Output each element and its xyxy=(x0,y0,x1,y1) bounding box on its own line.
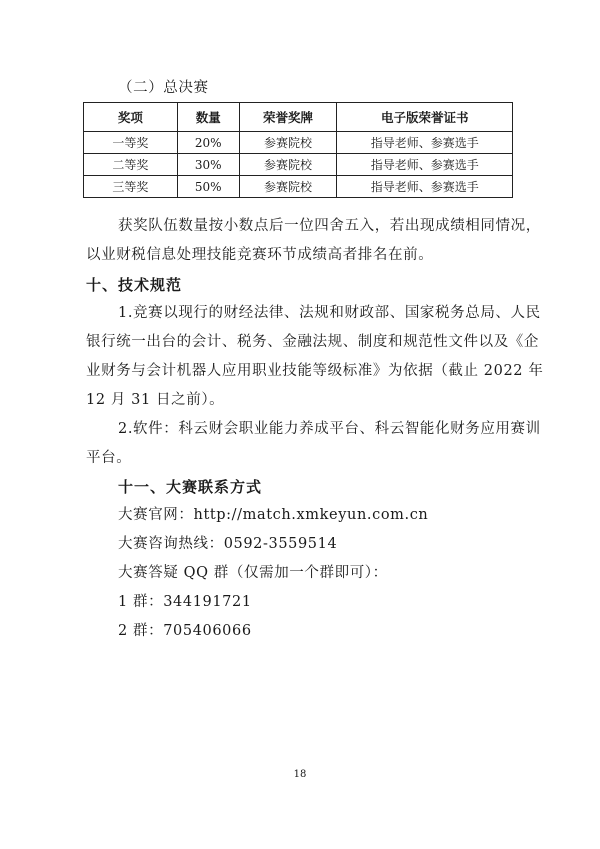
contact-hotline: 大赛咨询热线：0592-3559514 xyxy=(118,536,338,552)
tech-item1-line-4: 12 月 31 日之前）。 xyxy=(86,392,225,408)
header-certificate: 电子版荣誉证书 xyxy=(337,103,513,132)
cell-quantity: 30% xyxy=(177,154,239,176)
contact-qq-group-1: 1 群：344191721 xyxy=(118,594,252,610)
cell-quantity: 50% xyxy=(177,176,239,198)
contact-qq-group-2: 2 群：705406066 xyxy=(118,623,252,639)
cell-quantity: 20% xyxy=(177,132,239,154)
header-quantity: 数量 xyxy=(177,103,239,132)
header-award: 奖项 xyxy=(84,103,178,132)
table-row xyxy=(84,132,513,154)
contact-website: 大赛官网：http://match.xmkeyun.com.cn xyxy=(118,507,429,523)
tech-item1-line-2: 银行统一出台的会计、税务、金融法规、制度和规范性文件以及《企 xyxy=(86,334,539,350)
tech-heading: 十、技术规范 xyxy=(86,276,183,294)
cell-medal: 参赛院校 xyxy=(239,154,337,176)
note-line-1: 获奖队伍数量按小数点后一位四舍五入，若出现成绩相同情况， xyxy=(118,218,541,234)
cell-award: 三等奖 xyxy=(84,176,178,198)
header-medal: 荣誉奖牌 xyxy=(239,103,337,132)
cell-medal: 参赛院校 xyxy=(239,176,337,198)
table-row xyxy=(84,154,513,176)
awards-table xyxy=(83,102,513,198)
contact-heading: 十一、大赛联系方式 xyxy=(118,478,263,496)
cell-certificate: 指导老师、参赛选手 xyxy=(337,132,513,154)
table-row xyxy=(84,176,513,198)
tech-item1-line-3: 业财务与会计机器人应用职业技能等级标准》为依据（截止 2022 年 xyxy=(86,363,544,379)
page-number: 18 xyxy=(293,769,307,780)
note-line-2: 以业财税信息处理技能竞赛环节成绩高者排名在前。 xyxy=(86,247,434,263)
contact-qq-intro: 大赛答疑 QQ 群（仅需加一个群即可）： xyxy=(118,565,388,581)
table-header-row xyxy=(84,103,513,132)
tech-item1-line-1: 1.竞赛以现行的财经法律、法规和财政部、国家税务总局、人民 xyxy=(118,305,541,321)
tech-item2-line-2: 平台。 xyxy=(86,450,132,466)
cell-medal: 参赛院校 xyxy=(239,132,337,154)
cell-award: 二等奖 xyxy=(84,154,178,176)
cell-certificate: 指导老师、参赛选手 xyxy=(337,154,513,176)
tech-item2-line-1: 2.软件：科云财会职业能力养成平台、科云智能化财务应用赛训 xyxy=(118,421,541,437)
cell-award: 一等奖 xyxy=(84,132,178,154)
final-subtitle: （二）总决赛 xyxy=(118,80,209,96)
cell-certificate: 指导老师、参赛选手 xyxy=(337,176,513,198)
